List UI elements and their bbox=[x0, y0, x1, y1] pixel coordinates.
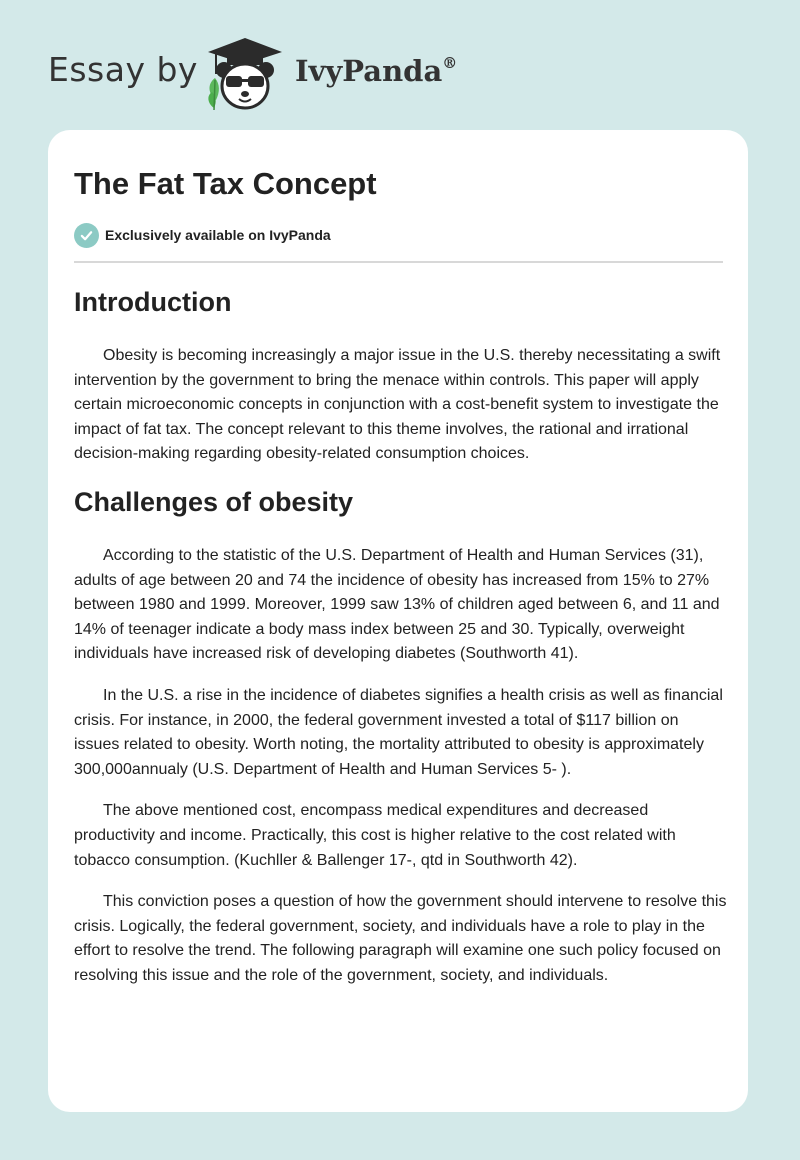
paragraph: The above mentioned cost, encompass medical expenditures and decreased productivity and income. Practically, this cost is higher relative to the cost related with tobacco consumption. (Kuchller & Ballenger 17-, qtd in Southworth 42). bbox=[74, 802, 676, 869]
essay-by-label: Essay by bbox=[48, 50, 198, 89]
section-heading-introduction: Introduction bbox=[74, 287, 232, 317]
site-header bbox=[0, 0, 800, 130]
paragraph: Obesity is becoming increasingly a major issue in the U.S. thereby necessitating a swift intervention by the government to bring the menace within controls. This paper will apply certain microeconomic concepts in conjunction with a cost-benefit system to investigate the impact of fat tax. The concept relevant to this theme involves, the rational and irrational decision-making regarding obesity-related consumption choices. bbox=[74, 347, 721, 463]
brand-label: IvyPanda bbox=[295, 54, 443, 88]
panda-graduate-logo-icon[interactable] bbox=[200, 34, 290, 114]
exclusive-badge-label: Exclusively available on IvyPanda bbox=[105, 227, 331, 243]
essay-card bbox=[48, 130, 748, 1112]
paragraph: In the U.S. a rise in the incidence of diabetes signifies a health crisis as well as financial crisis. For instance, in 2000, the federal government invested a total of $117 billion on issues related to obesity. Worth noting, the mortality attributed to obesity is approximately 300,000annualy (U.S. Department of Health and Human Services 5- ). bbox=[74, 686, 723, 778]
essay-body bbox=[74, 280, 728, 988]
title-divider bbox=[74, 261, 723, 263]
paragraph: This conviction poses a question of how the government should intervene to resolve this crisis. Logically, the federal government, society, and individuals have a role to play in the effort to resolve the trend. The following paragraph will examine one such policy focused on resolving this issue and the role of the government, society, and individuals. bbox=[74, 893, 727, 984]
registered-mark: ® bbox=[442, 54, 458, 73]
checkmark-icon bbox=[74, 223, 99, 248]
essay-title: The Fat Tax Concept bbox=[74, 166, 377, 201]
section-heading-challenges: Challenges of obesity bbox=[74, 486, 354, 517]
paragraph: According to the statistic of the U.S. Department of Health and Human Services (31), adults of age between 20 and 74 the incidence of obesity has increased from 15% to 27% between 1980 and 1999. Moreover, 1999 saw 13% of children aged between 6, and 11 and 14% of teenager indicate a body mass index between 25 and 30. Typically, overweight individuals have increased risk of developing diabetes (Southworth 41). bbox=[74, 546, 720, 663]
exclusive-badge bbox=[74, 222, 331, 248]
brand-name[interactable] bbox=[295, 54, 457, 88]
